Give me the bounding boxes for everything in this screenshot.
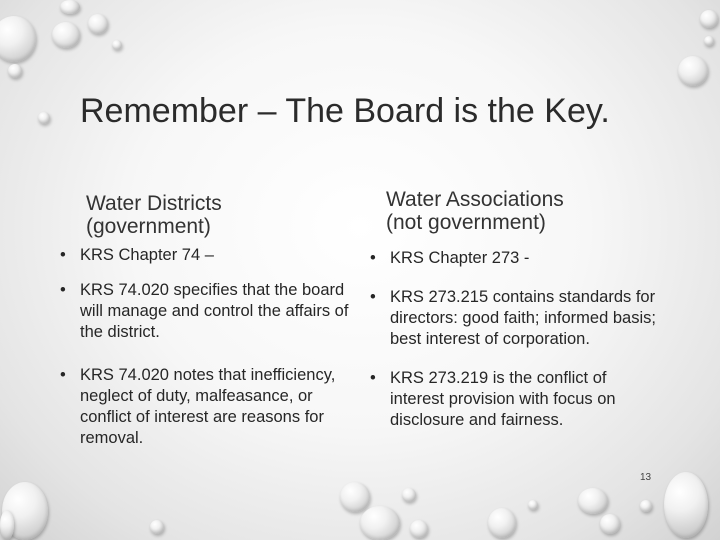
list-item: • KRS 273.219 is the conflict of interest provision with focus on disclosure and fairness.	[368, 368, 664, 431]
water-droplet	[340, 482, 370, 512]
water-droplet	[488, 508, 516, 538]
water-droplet	[38, 112, 50, 124]
slide-title: Remember – The Board is the Key.	[80, 92, 610, 130]
water-droplet	[600, 514, 620, 534]
water-droplet	[704, 36, 714, 46]
right-bullet-list	[368, 248, 664, 445]
left-column-heading	[86, 192, 222, 238]
water-droplet	[8, 64, 22, 78]
left-heading-line2: (government)	[86, 215, 211, 238]
page-number: 13	[640, 472, 652, 483]
water-droplet	[664, 472, 708, 538]
left-heading-line1: Water Districts	[86, 192, 222, 215]
list-item: • KRS 74.020 notes that inefficiency, neglect of duty, malfeasance, or conflict of interest are reasons for removal.	[58, 365, 368, 449]
water-droplet	[112, 40, 122, 50]
left-bullet-list	[58, 245, 368, 463]
list-item: • KRS 74.020 specifies that the board will manage and control the affairs of the district.	[58, 280, 368, 343]
water-droplet	[88, 14, 108, 34]
water-droplet	[640, 500, 652, 512]
water-droplet	[0, 16, 36, 62]
water-droplet	[678, 56, 708, 86]
water-droplet	[0, 510, 14, 540]
water-droplet	[410, 520, 428, 538]
right-heading-line1: Water Associations	[386, 188, 564, 211]
list-item: • KRS 273.215 contains standards for directors: good faith; informed basis; best interest of corporation.	[368, 287, 664, 350]
water-droplet	[60, 0, 80, 14]
water-droplet	[700, 10, 718, 28]
water-droplet	[150, 520, 164, 534]
water-droplet	[52, 22, 80, 48]
water-droplet	[360, 506, 400, 540]
list-item: • KRS Chapter 74 –	[58, 245, 368, 266]
right-heading-line2: (not government)	[386, 211, 546, 234]
water-droplet	[528, 500, 538, 510]
water-droplet	[578, 488, 608, 514]
list-item: • KRS Chapter 273 -	[368, 248, 664, 269]
right-column-heading	[386, 188, 564, 234]
water-droplet	[402, 488, 416, 502]
